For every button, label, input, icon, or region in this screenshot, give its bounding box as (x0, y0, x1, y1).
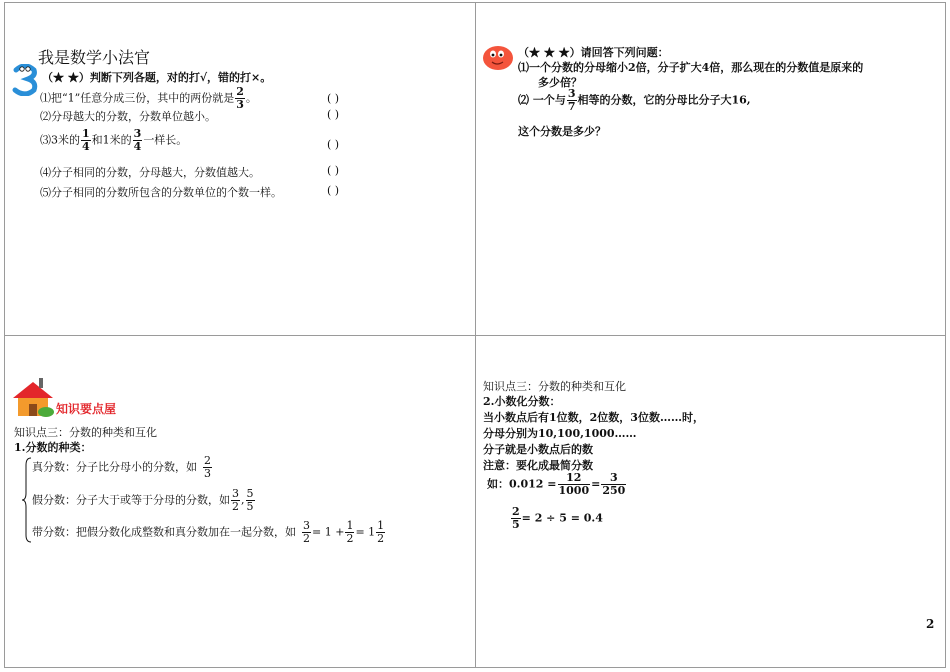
fraction-12-over-1000: $\frac{12}{1000}$ (558, 471, 590, 497)
answer-blank-3[interactable]: ( ) (327, 138, 340, 151)
orange-mascot-icon (481, 42, 515, 72)
example-equation-2: $\frac{2}{5}$ = 2 ÷ 5 = 0.4 (512, 505, 603, 531)
number-three-mascot-icon (12, 64, 38, 96)
question-2-2: ⑵ 一个与 $\frac{3}{7}$ 相等的分数，它的分母比分子大16, (518, 87, 751, 113)
fraction-three-sevenths: $\frac{3}{7}$ (567, 87, 576, 113)
answer-blank-4[interactable]: ( ) (327, 164, 340, 177)
fraction-example-two-thirds: $\frac{2}{3}$ (204, 454, 211, 480)
question-2-1-line1: ⑴一个分数的分母缩小2倍，分子扩大4倍，那么现在的分数值是原来的 (518, 61, 864, 74)
fraction-three-quarters: $\frac{3}{4}$ (133, 127, 142, 153)
fraction-one-quarter: $\frac{1}{4}$ (82, 127, 90, 153)
knowledge-point-title: 知识点三：分数的种类和互化 (14, 426, 157, 439)
curly-brace-icon (22, 457, 32, 543)
instruction-text: （★ ★）判断下列各题，对的打√，错的打×。 (42, 71, 272, 84)
section-title: 我是数学小法官 (38, 48, 151, 67)
answer-blank-5[interactable]: ( ) (327, 184, 340, 197)
fraction-example-three-halves-2: $\frac{3}{2}$ (303, 519, 310, 545)
question-5: ⑸分子相同的分数所包含的分数单位的个数一样。 (40, 186, 282, 199)
question-header: （★ ★ ★）请回答下列问题： (518, 46, 669, 59)
question-1: ⑴把“1”任意分成三份，其中的两份就是 $\frac{2}{3}$ 。 (40, 85, 257, 111)
example-equation: 如：0.012 = $\frac{12}{1000}$ = $\frac{3}{250}$ (487, 471, 626, 497)
fraction-example-three-halves: $\frac{3}{2}$ (232, 487, 239, 513)
fraction-two-fifths: $\frac{2}{5}$ (512, 505, 520, 531)
answer-blank-1[interactable]: ( ) (327, 92, 340, 105)
knowledge-banner: 知识要点屋 (56, 402, 117, 416)
question-2: ⑵分母越大的分数，分数单位越小。 (40, 110, 216, 123)
question-4: ⑷分子相同的分数，分母越大，分数值越大。 (40, 166, 260, 179)
decimal-to-fraction-heading: 2.小数化分数： (483, 395, 561, 408)
rule-line-3: 分子就是小数点后的数 (483, 443, 593, 456)
fraction-example-one-half-2: $\frac{1}{2}$ (377, 519, 385, 545)
page-number: 2 (926, 617, 935, 631)
question-2-1-line2: 多少倍？ (538, 76, 582, 89)
rule-line-2: 分母分别为10,100,1000…… (483, 427, 637, 440)
knowledge-point-title-2: 知识点三：分数的种类和互化 (483, 380, 626, 393)
fraction-example-one-half: $\frac{1}{2}$ (346, 519, 354, 545)
answer-blank-2[interactable]: ( ) (327, 108, 340, 121)
question-2-2-line2: 这个分数是多少？ (518, 125, 606, 138)
improper-fraction-def: 假分数：分子大于或等于分母的分数，如 $\frac{3}{2}$ , $\frac{5}{5}$ (32, 487, 254, 513)
fraction-3-over-250: $\frac{3}{250}$ (602, 471, 626, 497)
rule-note: 注意：要化成最简分数 (483, 459, 593, 472)
mixed-number-def: 带分数：把假分数化成整数和真分数加在一起分数，如 $\frac{3}{2}$ = 1 + $\frac{1}{2}$ = 1 $\frac{1}{2}$ (32, 519, 385, 545)
fraction-two-thirds: $\frac{2}{3}$ (236, 85, 244, 111)
rule-line-1: 当小数点后有1位数，2位数，3位数……时， (483, 411, 704, 424)
proper-fraction-def: 真分数：分子比分母小的分数，如 $\frac{2}{3}$ (32, 454, 211, 480)
question-1-text: ⑴把“1”任意分成三份，其中的两份就是 (40, 91, 235, 105)
house-icon (10, 376, 56, 418)
fraction-example-five-fifths: $\frac{5}{5}$ (246, 487, 254, 513)
fraction-types-heading: 1.分数的种类： (14, 441, 92, 454)
question-3: ⑶3米的 $\frac{1}{4}$ 和1米的 $\frac{3}{4}$ 一样长。 (40, 127, 188, 153)
